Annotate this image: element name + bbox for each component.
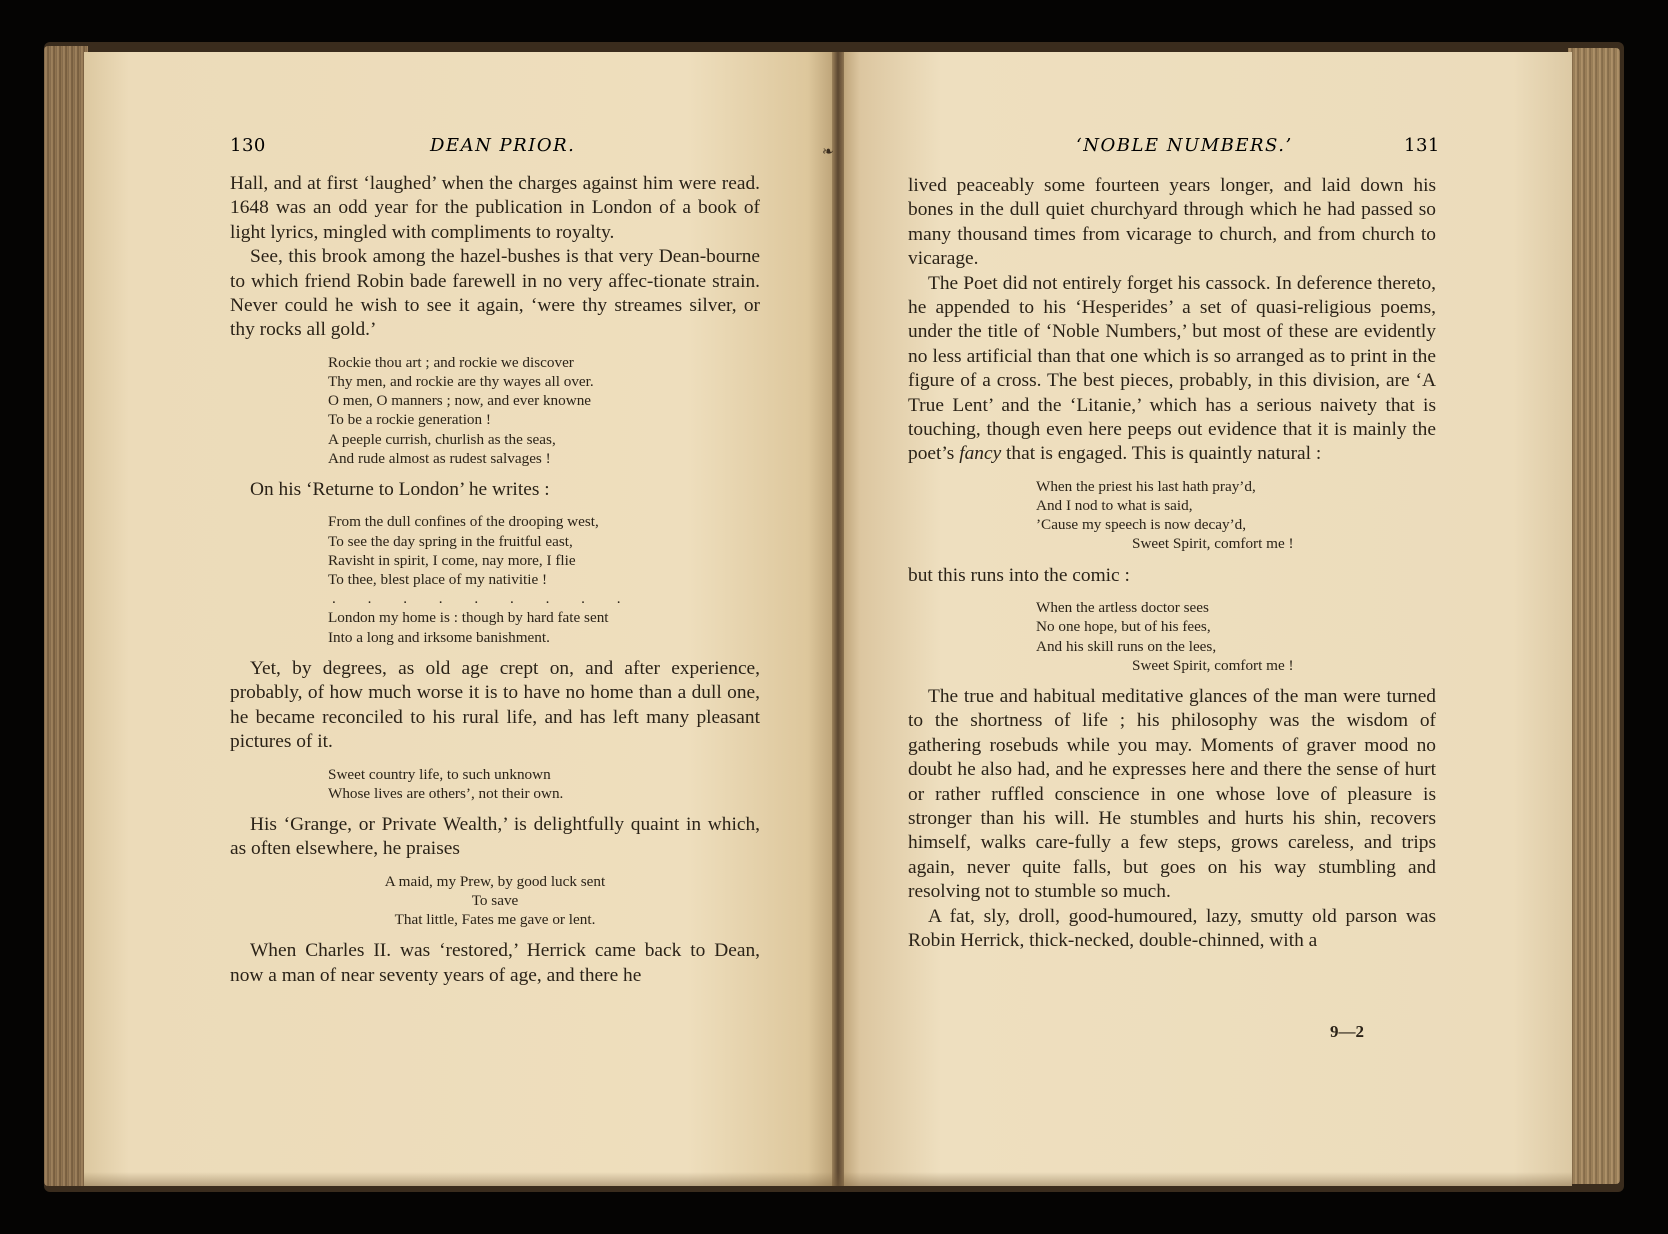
verse-litanie-doctor [908, 598, 1436, 675]
verse-line: Into a long and irksome banishment. [328, 628, 550, 646]
paragraph-text: The Poet did not entirely forget his cassock. In deference thereto, he appended to his ‘Hesperides’ a set of quasi-religious poems, under the title of ‘Noble Numbers,’ but most of these are evidently no less artificial than that one which is so arranged as to print in the figure of a cross. The best pieces, probably, in this division, are ‘A True Lent’ and the ‘Litanie,’ which has a serious naivety that is touching, though even here peeps out evidence that it is mainly the poet’s [908, 272, 1436, 465]
paragraph [908, 272, 1436, 467]
verse-line: No one hope, but of his fees, [1036, 618, 1211, 636]
verse-line: To save [471, 891, 519, 909]
margin-mark: ❧ [822, 144, 834, 160]
paragraph: When Charles II. was ‘restored,’ Herrick came back to Dean, now a man of near seventy years of age, and there he [230, 940, 760, 986]
verse-refrain: Sweet Spirit, comfort me ! [1132, 656, 1294, 674]
verse-line: To be a rockie generation ! [328, 411, 491, 429]
paragraph: On his ‘Returne to London’ he writes : [250, 479, 550, 501]
verse-line: A maid, my Prew, by good luck sent [384, 872, 606, 890]
paragraph: Hall, and at first ‘laughed’ when the charges against him were read. 1648 was an odd year for the publication in London of a book of light lyrics, mingled with compliments to royalty. [230, 173, 760, 243]
verse-line: A peeple currish, churlish as the seas, [328, 430, 556, 448]
verse-sweet-country-life [230, 765, 760, 803]
verse-refrain: Sweet Spirit, comfort me ! [1132, 535, 1294, 553]
verse-line: That little, Fates me gave or lent. [394, 911, 596, 929]
verse-line: Thy men, and rockie are thy wayes all over. [328, 373, 594, 391]
paragraph: lived peaceably some fourteen years longer, and laid down his bones in the dull quiet churchyard through which he had passed so many thousand times from vicarage to church, and from church to vicarage. [908, 175, 1436, 270]
verse-line: To thee, blest place of my nativitie ! [328, 571, 548, 589]
verse-line: London my home is : though by hard fate sent [328, 609, 609, 627]
right-page-edges [1568, 48, 1620, 1184]
verse-line: And rude almost as rudest salvages ! [328, 449, 551, 467]
paragraph: The true and habitual meditative glances of the man were turned to the shortness of life ; his philosophy was the wisdom of gathering rosebuds while you may. Moments of graver mood no doubt he also had, and he expresses here and there the sense of hurt or rather ruffled conscience in one whose love of pleasure is stronger than his will. He stumbles and hurts his shin, recovers himself, walks care-fully a few steps, grows careless, and trips again, never quite falls, but goes on his way stumbling and resolving not to stumble so much. [908, 685, 1436, 903]
left-page-number: 130 [230, 135, 266, 156]
right-running-head: ‘NOBLE NUMBERS.’ [1076, 135, 1293, 156]
book-gutter [832, 52, 844, 1186]
paragraph: Yet, by degrees, as old age crept on, and after experience, probably, of how much worse it is to have no home than a dull one, he became reconciled to his rural life, and has left many pleasant pictures of it. [230, 657, 760, 753]
left-page-edges [44, 46, 88, 1186]
paragraph: His ‘Grange, or Private Wealth,’ is delightfully quaint in which, as often elsewhere, he praises [230, 813, 760, 860]
verse-line: When the artless doctor sees [1036, 599, 1209, 617]
signature-mark: 9—2 [1330, 1022, 1364, 1041]
paragraph: A fat, sly, droll, good-humoured, lazy, smutty old parson was Robin Herrick, thick-necked, double-chinned, with a [908, 905, 1436, 951]
verse-line: And his skill runs on the lees, [1036, 637, 1217, 655]
right-page-text [908, 174, 1436, 953]
verse-line: When the priest his last hath pray’d, [1036, 477, 1256, 495]
paragraph: but this runs into the comic : [908, 564, 1130, 586]
ellipsis-dots: . . . . . . . . . [332, 590, 635, 608]
italic-word: fancy [959, 443, 1002, 465]
verse-line: Rockie thou art ; and rockie we discover [328, 353, 574, 371]
verse-line: To see the day spring in the fruitful east, [328, 532, 573, 550]
paragraph-text: that is engaged. This is quaintly natural : [1006, 443, 1322, 465]
verse-line: Sweet country life, to such unknown [328, 765, 551, 783]
left-page-text [230, 172, 760, 988]
verse-line: From the dull confines of the drooping west, [328, 513, 599, 531]
verse-line: ’Cause my speech is now decay’d, [1036, 516, 1247, 534]
verse-litanie-priest [908, 477, 1436, 554]
verse-returne-to-london [230, 512, 760, 646]
verse-line: Ravisht in spirit, I come, nay more, I flie [328, 551, 576, 569]
verse-line: O men, O manners ; now, and ever knowne [328, 392, 592, 410]
left-running-head: DEAN PRIOR. [430, 135, 576, 156]
paragraph: See, this brook among the hazel-bushes is that very Dean-bourne to which friend Robin bade farewell in no very affec-tionate strain. Never could he wish to see it again, ‘were thy streames silver, or thy rocks all gold.’ [230, 246, 760, 341]
verse-line: Whose lives are others’, not their own. [328, 784, 564, 802]
verse-rockie [230, 353, 760, 468]
page-bottom-shadow [84, 1172, 1572, 1186]
verse-grange [230, 872, 760, 930]
right-page-number: 131 [1404, 135, 1440, 156]
verse-line: And I nod to what is said, [1036, 497, 1193, 515]
